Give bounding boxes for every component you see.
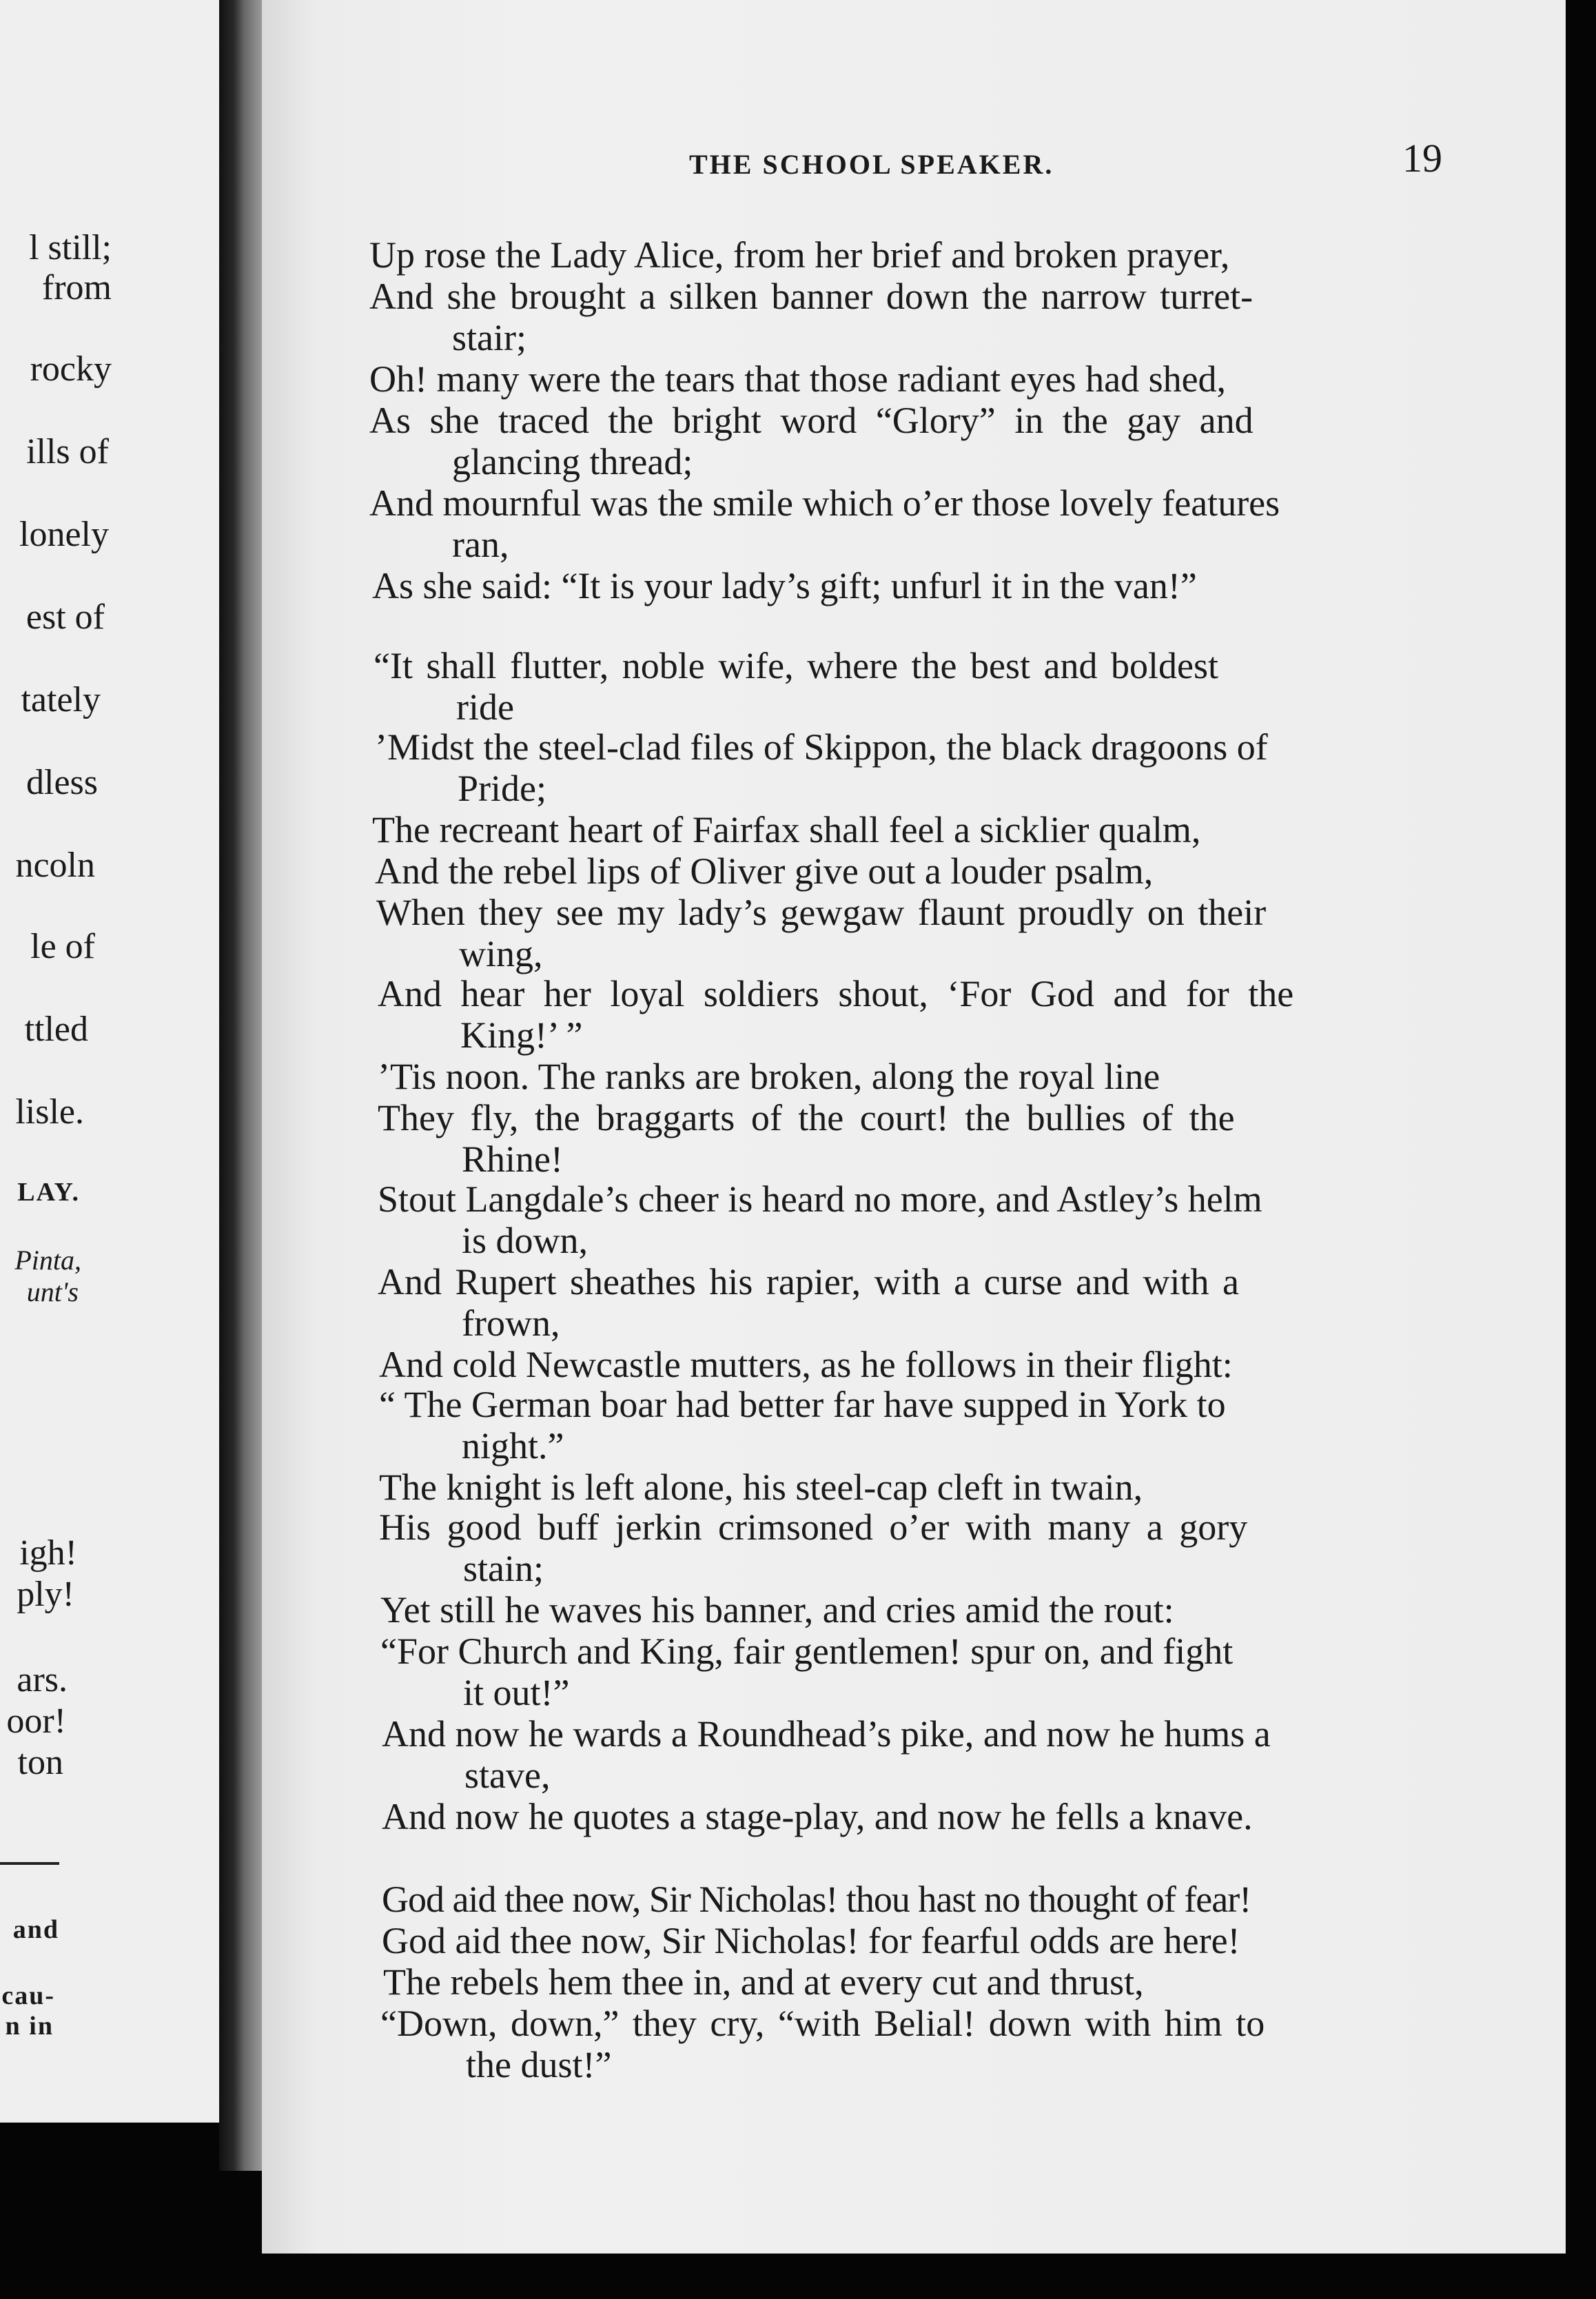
poem-line: Pride; [458,768,546,809]
left-fragment: tately [21,680,101,719]
poem-line: As she traced the bright word “Glory” in the gay and [369,400,1254,441]
poem-line: stave, [464,1755,551,1796]
poem-line: glancing thread; [452,441,693,482]
left-fragment: ply! [17,1575,74,1614]
poem-line: When they see my lady’s gewgaw flaunt proudly on their [376,892,1267,933]
poem-line: King!’ ” [460,1014,583,1056]
poem-line: “It shall flutter, noble wife, where the best and boldest [374,645,1218,686]
poem-line: And now he wards a Roundhead’s pike, and now he hums a [382,1713,1271,1755]
poem-line: ride [456,686,514,728]
poem-line: They fly, the braggarts of the court! the bullies of the [378,1097,1235,1138]
left-fragment: ncoln [15,846,95,885]
left-fragment: ton [17,1743,63,1782]
left-fragment: unt's [26,1276,79,1307]
poem-line: night.” [462,1425,564,1467]
poem-line: Up rose the Lady Alice, from her brief and broken prayer, [369,234,1230,276]
running-head: THE SCHOOL SPEAKER. [689,149,1054,180]
page-number: 19 [1402,136,1442,181]
book-gutter [219,0,262,2171]
main-page [262,0,1566,2254]
poem-line: And mournful was the smile which o’er those lovely features [369,482,1280,524]
poem-line: As she said: “It is your lady’s gift; unfurl it in the van!” [372,565,1197,606]
poem-line: And the rebel lips of Oliver give out a louder psalm, [375,850,1154,892]
poem-line: The rebels hem thee in, and at every cut and thrust, [383,1961,1144,2003]
left-fragment: ars. [17,1660,68,1699]
poem-line: And now he quotes a stage-play, and now he fells a knave. [382,1796,1253,1837]
left-facing-page [0,0,219,2123]
left-fragment: igh! [19,1533,77,1573]
left-fragment: and [12,1915,59,1944]
left-fragment: dless [26,763,98,802]
poem-line: is down, [462,1220,589,1261]
left-fragment: ttled [24,1010,88,1049]
poem-line: “ The German boar had better far have supped in York to [379,1384,1226,1425]
poem-line: And hear her loyal soldiers shout, ‘For God and for the [378,973,1294,1014]
left-fragment: lisle. [15,1092,84,1132]
poem-line: stain; [463,1548,544,1589]
poem-line: And she brought a silken banner down the narrow turret- [369,276,1254,317]
left-fragment: n in [5,2012,54,2041]
poem-line: Rhine! [462,1138,563,1180]
poem-line: the dust!” [466,2044,612,2085]
poem-line: And Rupert sheathes his rapier, with a curse and with a [378,1261,1240,1302]
poem-line: And cold Newcastle mutters, as he follows in their flight: [379,1344,1233,1385]
left-fragment: oor! [6,1702,66,1741]
poem-line: “Down, down,” they cry, “with Belial! down with him to [380,2003,1265,2044]
poem-line: stair; [452,317,526,358]
poem-line: Oh! many were the tears that those radiant eyes had shed, [369,358,1227,400]
left-fragment: l still; [29,228,112,267]
left-fragment: est of [25,597,105,637]
poem-line: “For Church and King, fair gentlemen! spur on, and fight [380,1631,1234,1672]
poem-line: Yet still he waves his banner, and cries amid the rout: [380,1589,1174,1631]
left-fragment: lonely [19,515,109,554]
left-fragment: le of [30,927,95,966]
poem-line: God aid thee now, Sir Nicholas! thou hast no thought of fear! [382,1879,1251,1920]
poem-line: ran, [452,524,509,565]
poem-line: wing, [459,933,543,974]
poem-line: Stout Langdale’s cheer is heard no more, and Astley’s helm [378,1178,1262,1220]
poem-line: The recreant heart of Fairfax shall feel a sicklier qualm, [372,809,1201,850]
poem-line: The knight is left alone, his steel-cap cleft in twain, [379,1467,1143,1508]
poem-line: it out!” [463,1672,570,1713]
poem-line: God aid thee now, Sir Nicholas! for fearful odds are here! [382,1920,1240,1961]
left-fragment: Pinta, [14,1245,81,1276]
left-fragment: from [41,268,112,307]
left-fragment: cau- [1,1981,55,2010]
poem-line: His good buff jerkin crimsoned o’er with many a gory [379,1506,1248,1548]
left-fragment: LAY. [17,1178,80,1207]
poem-line: ’Tis noon. The ranks are broken, along the royal line [378,1056,1160,1097]
left-fragment: rocky [30,349,112,389]
poem-line: frown, [462,1302,560,1344]
left-fragment: ills of [26,432,109,471]
left-section-rule [0,1862,59,1865]
poem-line: ’Midst the steel-clad files of Skippon, the black dragoons of [375,726,1268,768]
